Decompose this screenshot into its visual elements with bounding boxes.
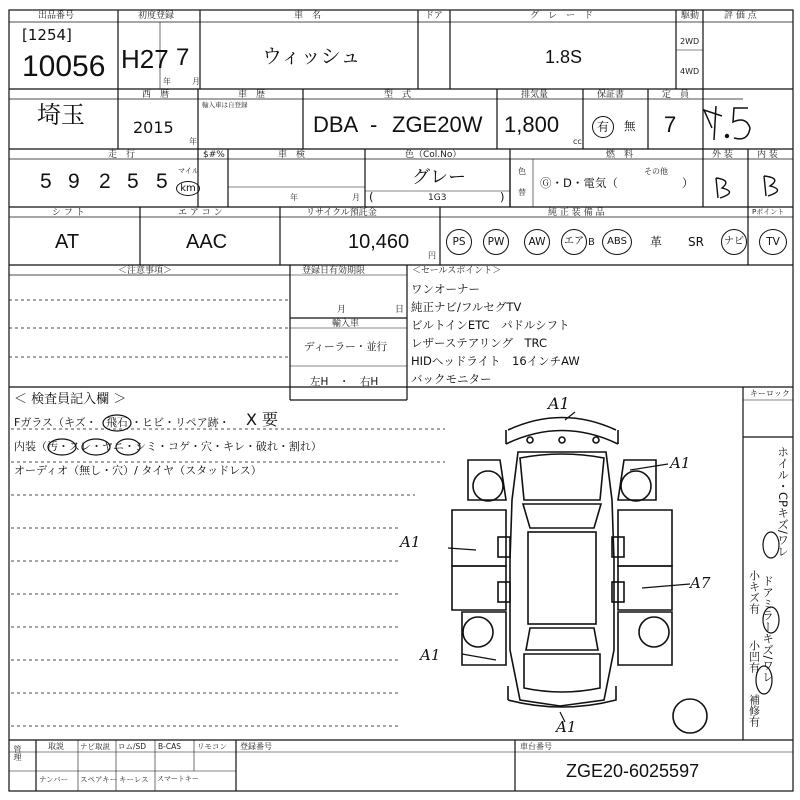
km-unit: km bbox=[176, 181, 200, 196]
key-lock-label: キーロック bbox=[750, 389, 790, 398]
history-label: 車 歴 bbox=[238, 90, 266, 100]
lot-number: 10056 bbox=[22, 50, 106, 83]
lot-number-label: 出品番号 bbox=[38, 11, 75, 21]
aircon-label: エ ア コ ン bbox=[178, 208, 223, 218]
grade: 1.8S bbox=[545, 47, 583, 67]
aircon: AAC bbox=[186, 231, 228, 253]
glass-prefix: Fガラス（キズ・ bbox=[14, 416, 97, 429]
model-year: 2015 bbox=[133, 118, 174, 137]
equip-tv: TV bbox=[759, 229, 787, 255]
color-paren-close: ) bbox=[500, 190, 505, 204]
import-label: 輸入車 bbox=[332, 319, 360, 329]
model-dash: - bbox=[370, 112, 378, 137]
warranty-yes: 有 bbox=[592, 116, 614, 138]
color-label: 色（Col.No） bbox=[405, 150, 462, 160]
cc-unit: cc bbox=[573, 137, 582, 146]
color: グレー bbox=[412, 167, 466, 187]
mileage-digit: 5 bbox=[40, 170, 52, 193]
damage-mark-front: A1 bbox=[548, 394, 570, 413]
capacity: 7 bbox=[664, 112, 677, 137]
legend-repair: 補修有 bbox=[747, 694, 761, 727]
model-prefix: DBA bbox=[313, 112, 359, 137]
sales-point: 純正ナビ/フルセグTV bbox=[411, 300, 522, 314]
damage-mark-left-door: A1 bbox=[400, 533, 421, 551]
glass-chip-circled: 飛石 bbox=[106, 416, 128, 429]
legend-door-mirror: ドアミラーキズ/ワレ bbox=[761, 575, 776, 683]
fuel-other: その他 bbox=[644, 167, 668, 176]
shift: AT bbox=[55, 231, 80, 253]
kanri-label: 管理 bbox=[13, 745, 22, 761]
grade-label: グ レ ー ド bbox=[530, 11, 594, 21]
sales-point: ビルトインETC パドルシフト bbox=[411, 318, 570, 332]
first-registration-label: 初度登録 bbox=[138, 11, 175, 21]
footer-bcas: B-CAS bbox=[158, 742, 181, 751]
footer-rom-sd: ロム/SD bbox=[118, 742, 147, 751]
equip-navi: ナビ bbox=[721, 229, 747, 255]
drive-2wd: 2WD bbox=[680, 37, 700, 46]
inspection-year-unit: 年 bbox=[290, 193, 298, 202]
year-unit-2: 年 bbox=[189, 137, 197, 146]
sales-point: レザーステアリング TRC bbox=[411, 336, 547, 350]
expiry-day-unit: 日 bbox=[395, 305, 405, 315]
region: 埼玉 bbox=[37, 102, 85, 129]
capacity-label: 定 員 bbox=[662, 90, 690, 100]
car-name: ウィッシュ bbox=[262, 46, 361, 68]
lot-sub-number: [1254] bbox=[22, 26, 72, 44]
mileage-digit: 5 bbox=[127, 170, 139, 193]
chassis-label: 車台番号 bbox=[520, 742, 552, 751]
point-label: Pポイント bbox=[752, 208, 785, 216]
glass-replace-note: X 要 bbox=[246, 410, 279, 429]
chassis-number: ZGE20-6025597 bbox=[566, 761, 700, 781]
month-unit: 月 bbox=[192, 77, 200, 86]
equip-aw: AW bbox=[524, 229, 550, 255]
expiry-month-unit: 月 bbox=[337, 305, 347, 315]
shift-label: シ フ ト bbox=[52, 208, 85, 218]
equip-leather: 革 bbox=[650, 235, 663, 249]
footer-manual: 取説 bbox=[48, 742, 64, 751]
color-paren-open: ( bbox=[369, 190, 374, 204]
damage-mark-right-front: A1 bbox=[670, 454, 691, 472]
interior-label: 内 装 bbox=[757, 150, 778, 160]
drive-4wd: 4WD bbox=[680, 67, 700, 76]
equipment-label: 純 正 装 備 品 bbox=[548, 208, 605, 218]
mileage-label: 走 行 bbox=[108, 150, 136, 160]
legend-small-scratch: 小キズ有 bbox=[747, 570, 761, 614]
year-unit: 年 bbox=[163, 77, 171, 86]
handle-side: 左H ・ 右H bbox=[310, 376, 379, 388]
fuel-close: ） bbox=[682, 176, 694, 190]
sales-point: バックモニター bbox=[411, 372, 492, 386]
color-change-1: 色 bbox=[518, 167, 526, 176]
model-code: ZGE20W bbox=[392, 112, 483, 137]
caution-label: ＜注意事項＞ bbox=[118, 266, 173, 276]
audio-tire-line: オーディオ（無し・穴）/ タイヤ（スタッドレス） bbox=[14, 464, 262, 477]
drive-label: 駆動 bbox=[681, 11, 700, 21]
warranty-no: 無 bbox=[624, 119, 636, 133]
footer-number-plate: ナンバー bbox=[39, 775, 69, 784]
displacement-label: 排気量 bbox=[521, 90, 549, 100]
sales-point: HIDヘッドライト 16インチAW bbox=[411, 354, 580, 368]
exterior-label: 外 装 bbox=[712, 150, 733, 160]
legend-wheel-cover: ホイル・CPキズ/ワレ bbox=[776, 446, 791, 557]
registration-expiry-label: 登録日有効期限 bbox=[302, 266, 366, 276]
equip-ps: PS bbox=[446, 229, 472, 255]
history-sub: 輸入車は自登録 bbox=[202, 101, 248, 109]
fuel-label: 燃 料 bbox=[606, 150, 634, 160]
first-registration-month: 7 bbox=[176, 44, 190, 71]
damage-mark-right-door: A7 bbox=[690, 574, 711, 592]
fuel-options: Ⓖ・D・電気（ bbox=[540, 176, 618, 190]
mileage-digit: 5 bbox=[156, 170, 168, 193]
score-label: 評 価 点 bbox=[724, 11, 757, 21]
yen-unit: 円 bbox=[428, 251, 436, 260]
dealer-type: ディーラー・並行 bbox=[304, 341, 388, 353]
equip-airbag-suffix: B bbox=[588, 237, 595, 248]
footer-remote: リモコン bbox=[197, 742, 227, 751]
recycle-label: リサイクル預託金 bbox=[306, 208, 377, 218]
registration-number-label: 登録番号 bbox=[240, 742, 272, 751]
damage-mark-left-rear: A1 bbox=[420, 646, 441, 664]
interior-condition: 内装（汚・スレ・ヤニ・シミ・コゲ・穴・キレ・破れ・割れ） bbox=[14, 440, 322, 453]
equip-sunroof: SR bbox=[688, 235, 704, 249]
sales-point: ワンオーナー bbox=[411, 282, 480, 296]
recycle-fee: 10,460 bbox=[348, 231, 410, 253]
sales-points-label: ＜セールスポイント＞ bbox=[412, 266, 502, 276]
first-registration-era: H27 bbox=[121, 44, 169, 74]
inspection-label: 車 検 bbox=[278, 150, 306, 160]
footer-keyless: キーレス bbox=[119, 775, 149, 784]
vehicle-diagram bbox=[448, 412, 707, 736]
damage-mark-rear: A1 bbox=[556, 718, 577, 736]
seireki-label: 西 暦 bbox=[142, 90, 170, 100]
mileage-digit: 9 bbox=[68, 170, 80, 193]
inspector-title: ＜ 検査員記入欄 ＞ bbox=[14, 392, 127, 407]
displacement: 1,800 bbox=[504, 112, 560, 137]
color-code: 1G3 bbox=[428, 193, 447, 203]
door-label: ドア bbox=[425, 11, 443, 21]
nox-label: $#% bbox=[203, 150, 225, 160]
equip-airbag: エア bbox=[561, 229, 587, 255]
legend-small-dent: 小凹有 bbox=[747, 640, 761, 673]
footer-navi-manual: ナビ取説 bbox=[80, 742, 110, 751]
mileage-digit: 2 bbox=[99, 170, 111, 193]
car-name-label: 車 名 bbox=[294, 11, 322, 21]
mile-unit: マイル bbox=[178, 167, 199, 175]
warranty-label: 保証書 bbox=[597, 90, 625, 100]
equip-abs: ABS bbox=[602, 229, 632, 255]
footer-spare-key: スペアキー bbox=[80, 775, 118, 784]
model-label: 型 式 bbox=[384, 90, 412, 100]
equip-pw: PW bbox=[483, 229, 509, 255]
glass-suffix: ・ヒビ・リペア跡・ bbox=[131, 416, 230, 429]
footer-smart-key: スマートキー bbox=[157, 775, 199, 783]
inspection-month-unit: 月 bbox=[352, 193, 360, 202]
color-change-2: 替 bbox=[518, 188, 526, 197]
